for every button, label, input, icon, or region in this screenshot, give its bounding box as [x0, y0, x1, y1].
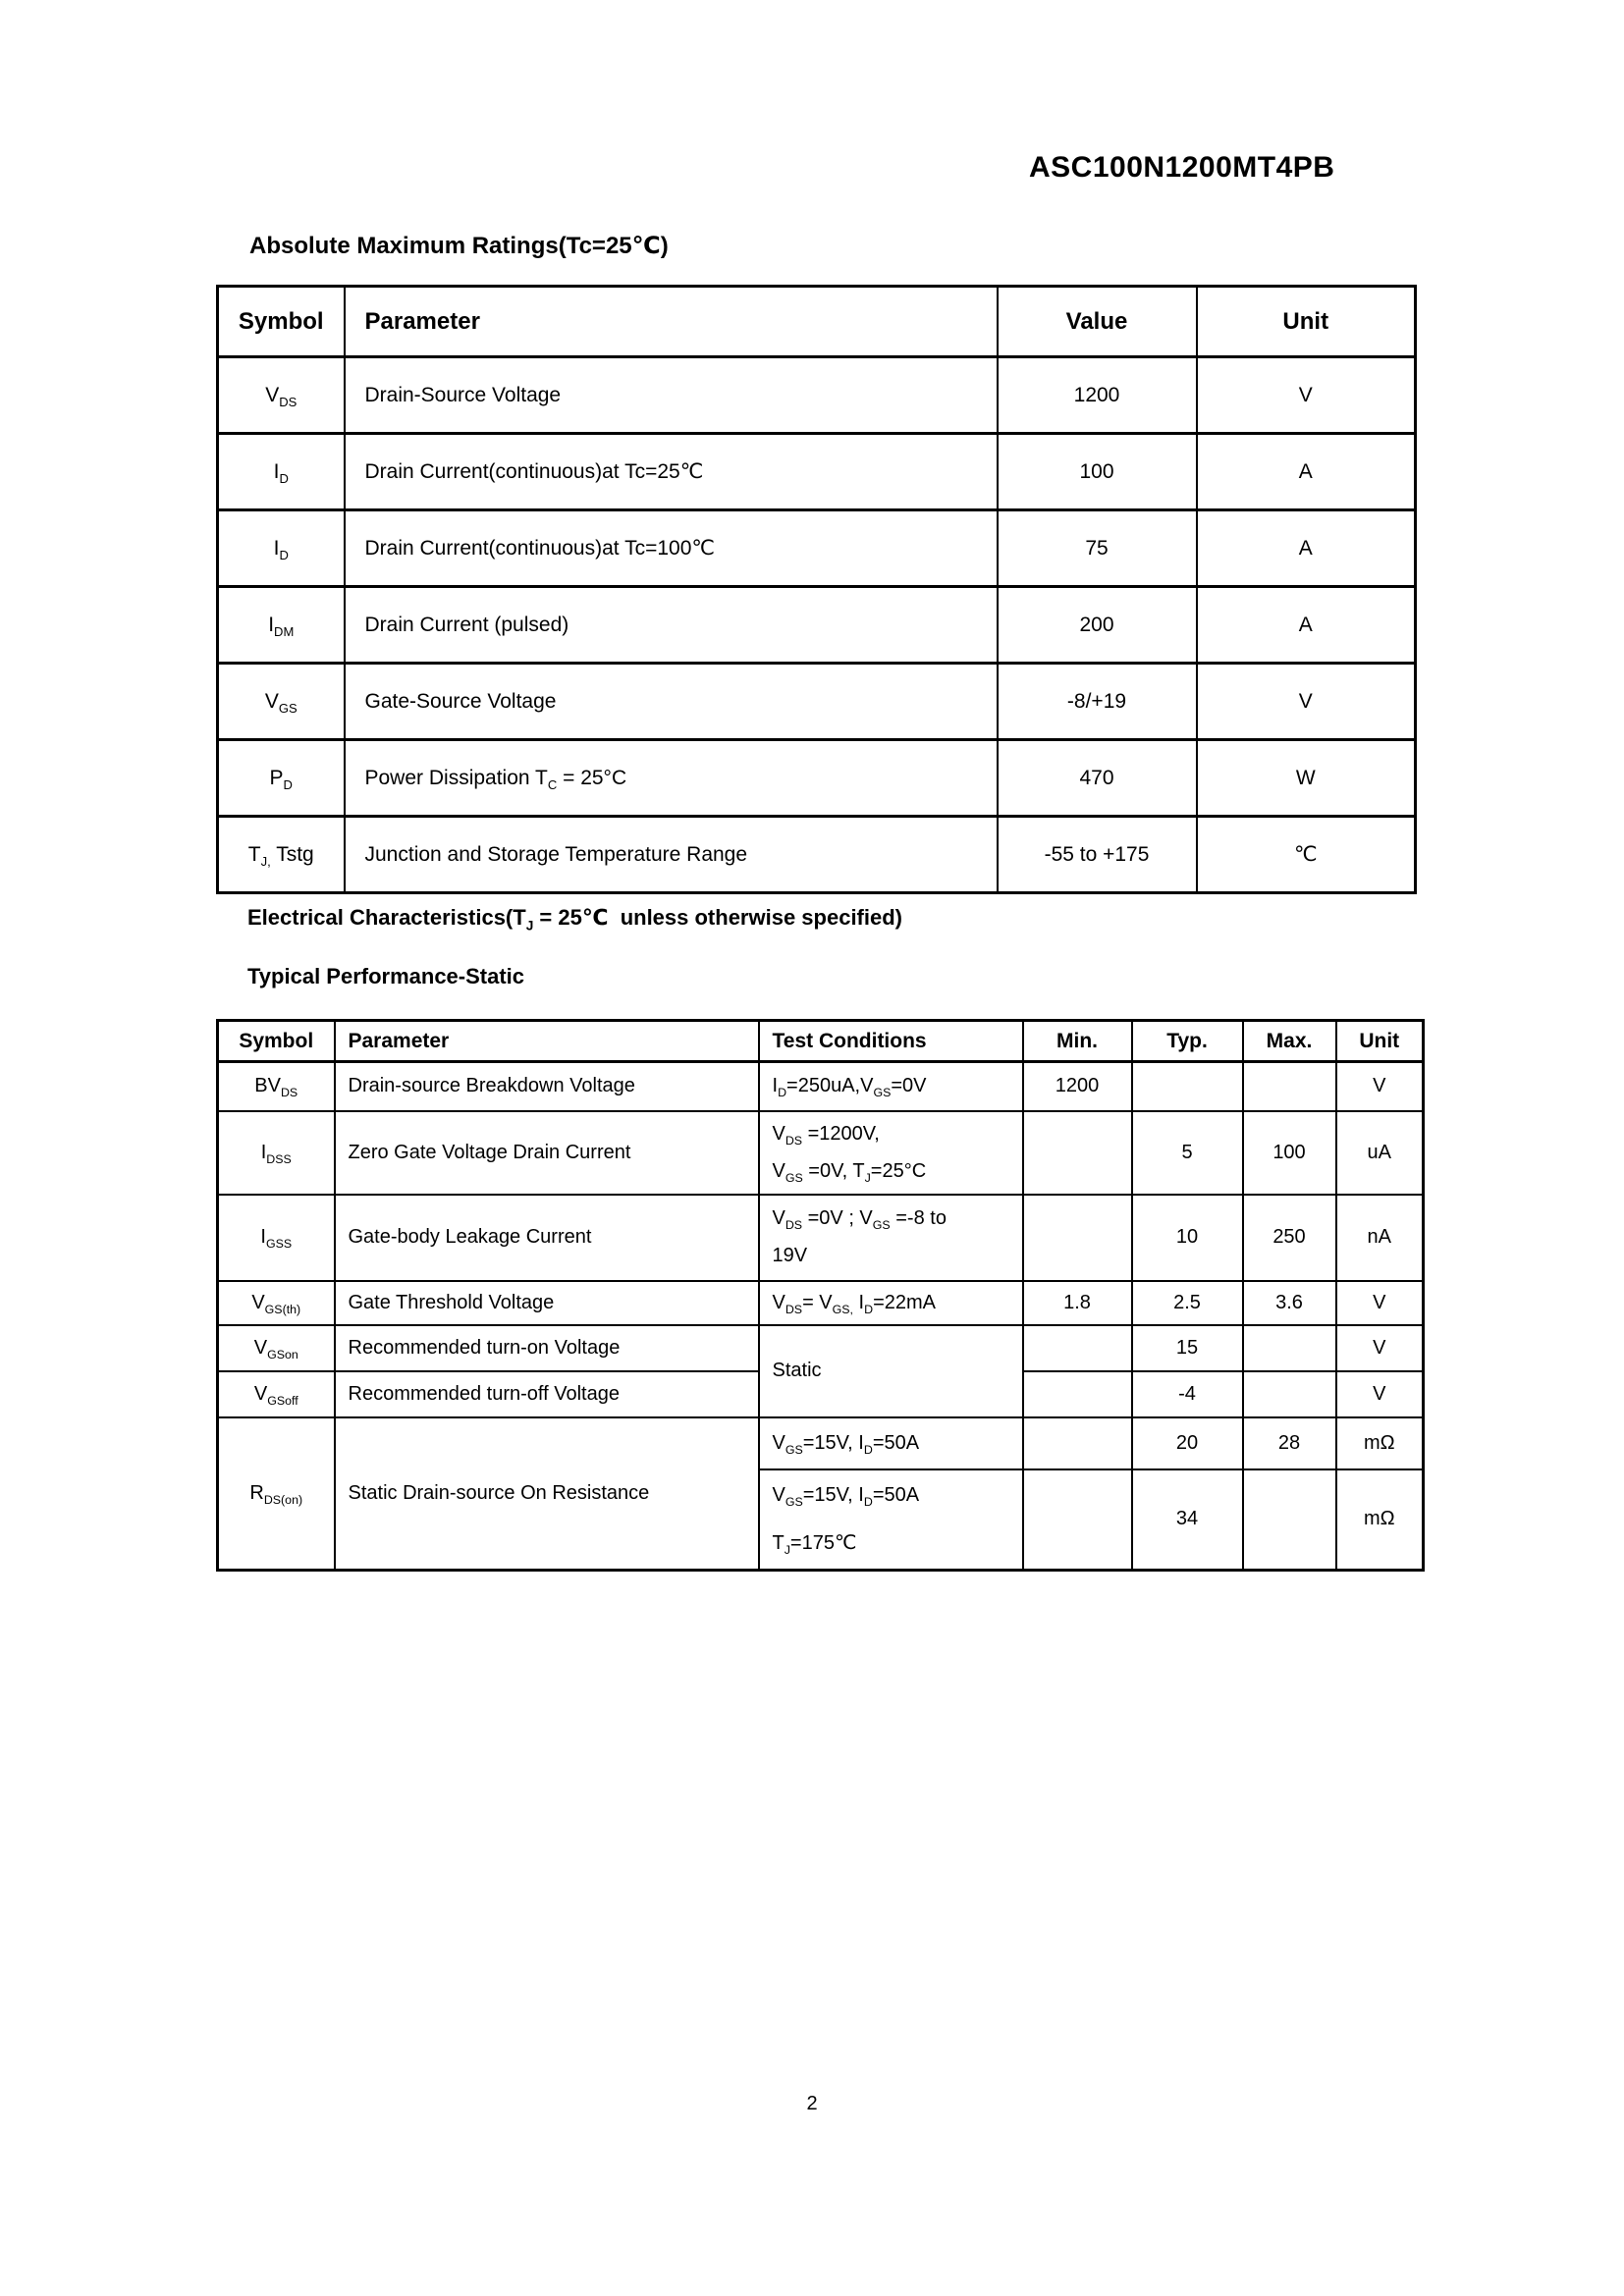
table-row — [218, 510, 1416, 587]
test-conditions-cell — [759, 1417, 1023, 1469]
min-cell — [1023, 1417, 1132, 1469]
unit-cell: V — [1197, 357, 1416, 434]
test-conditions-line: $V_{DS} =0V$ ; $V_{GS} =-8$ to — [772, 1207, 947, 1232]
unit-cell: ℃ — [1197, 817, 1416, 893]
unit-cell: V — [1336, 1371, 1424, 1417]
min-cell — [1023, 1111, 1132, 1195]
min-cell — [1023, 1371, 1132, 1417]
unit-cell: V — [1336, 1325, 1424, 1371]
typ-cell: 5 — [1132, 1111, 1243, 1195]
parameter-cell: Gate-Source Voltage — [345, 664, 998, 740]
test-conditions-cell: Static — [759, 1325, 1023, 1417]
unit-cell: W — [1197, 740, 1416, 817]
value-cell: 100 — [998, 434, 1197, 510]
max-cell — [1243, 1325, 1336, 1371]
max-cell: 100 — [1243, 1111, 1336, 1195]
symbol-cell: $R_{DS(on)}$ — [218, 1417, 335, 1571]
symbol-cell: $V_{DS}$ — [218, 357, 345, 434]
symbol-cell: $P_D$ — [218, 740, 345, 817]
table-row — [218, 1111, 1424, 1195]
min-cell: 1200 — [1023, 1062, 1132, 1111]
column-header-min: Min. — [1023, 1021, 1132, 1062]
max-cell — [1243, 1371, 1336, 1417]
unit-cell: V — [1336, 1062, 1424, 1111]
parameter-cell: Junction and Storage Temperature Range — [345, 817, 998, 893]
symbol-cell: $I_{GSS}$ — [218, 1195, 335, 1281]
typ-cell: 20 — [1132, 1417, 1243, 1469]
unit-cell: A — [1197, 587, 1416, 664]
symbol-cell: $I_{DM}$ — [218, 587, 345, 664]
symbol-cell: $T_{J,}$ Tstg — [218, 817, 345, 893]
parameter-cell: Drain-source Breakdown Voltage — [335, 1062, 759, 1111]
unit-cell: nA — [1336, 1195, 1424, 1281]
parameter-cell: Static Drain-source On Resistance — [335, 1417, 759, 1571]
parameter-cell: Drain Current(continuous)at Tc=100℃ — [345, 510, 998, 587]
parameter-cell: Recommended turn-off Voltage — [335, 1371, 759, 1417]
table-row — [218, 1062, 1424, 1111]
parameter-cell: Drain-Source Voltage — [345, 357, 998, 434]
max-cell: 28 — [1243, 1417, 1336, 1469]
column-header-max: Max. — [1243, 1021, 1336, 1062]
table-header-row — [218, 287, 1416, 357]
value-cell: 470 — [998, 740, 1197, 817]
test-conditions-line: $V_{DS} =1200V$, — [772, 1122, 880, 1148]
table-row — [218, 740, 1416, 817]
unit-cell: mΩ — [1336, 1417, 1424, 1469]
column-header-value: Value — [998, 287, 1197, 357]
max-cell: 3.6 — [1243, 1281, 1336, 1325]
column-header-parameter: Parameter — [345, 287, 998, 357]
symbol-cell: $V_{GS(th)}$ — [218, 1281, 335, 1325]
typical-performance-static-table — [216, 1019, 1425, 1572]
min-cell: 1.8 — [1023, 1281, 1132, 1325]
test-conditions-line: 19V — [772, 1245, 808, 1266]
column-header-unit: Unit — [1197, 287, 1416, 357]
max-cell — [1243, 1469, 1336, 1571]
parameter-cell: Gate Threshold Voltage — [335, 1281, 759, 1325]
heading-typical-performance-static: Typical Performance-Static — [247, 964, 525, 988]
value-cell: 1200 — [998, 357, 1197, 434]
typ-cell: 10 — [1132, 1195, 1243, 1281]
test-conditions-cell — [759, 1281, 1023, 1325]
value-cell: 200 — [998, 587, 1197, 664]
test-conditions-line: $V_{GS}=15V$, $I_D=50A$ — [772, 1483, 920, 1509]
test-conditions-line: $T_J=175℃$ — [772, 1531, 857, 1557]
column-header-test-conditions: Test Conditions — [759, 1021, 1023, 1062]
heading-absolute-maximum-ratings: Absolute Maximum Ratings(Tc=25℃) — [249, 233, 669, 259]
table-row — [218, 1195, 1424, 1281]
typ-cell: 34 — [1132, 1469, 1243, 1571]
test-conditions-cell — [759, 1111, 1023, 1195]
absolute-maximum-ratings-table — [216, 285, 1417, 894]
heading-electrical-characteristics: Electrical $Characteristics(T_J$ = 25℃ unless otherwise specified) — [247, 905, 902, 934]
parameter-cell: Power Dissipation $T_C = 25^\circ C$ — [345, 740, 998, 817]
table-row — [218, 664, 1416, 740]
page-number: 2 — [806, 2093, 818, 2114]
parameter-cell: Drain Current (pulsed) — [345, 587, 998, 664]
column-header-unit: Unit — [1336, 1021, 1424, 1062]
table-row — [218, 1417, 1424, 1469]
table-row — [218, 817, 1416, 893]
symbol-cell: $V_{GS}$ — [218, 664, 345, 740]
test-conditions-cell — [759, 1062, 1023, 1111]
symbol-cell: $I_D$ — [218, 510, 345, 587]
test-conditions-line: $V_{GS}=15V$, $I_D=50A$ — [772, 1431, 920, 1457]
unit-cell: uA — [1336, 1111, 1424, 1195]
column-header-symbol: Symbol — [218, 1021, 335, 1062]
test-conditions-cell — [759, 1469, 1023, 1571]
column-header-typ: Typ. — [1132, 1021, 1243, 1062]
symbol-cell: $V_{GSoff}$ — [218, 1371, 335, 1417]
table-row — [218, 1281, 1424, 1325]
typ-cell — [1132, 1062, 1243, 1111]
unit-cell: A — [1197, 434, 1416, 510]
document-title: ASC100N1200MT4PB — [1029, 151, 1335, 184]
table-row — [218, 1325, 1424, 1371]
unit-cell: V — [1336, 1281, 1424, 1325]
parameter-cell: Drain Current(continuous)at Tc=25℃ — [345, 434, 998, 510]
parameter-cell: Zero Gate Voltage Drain Current — [335, 1111, 759, 1195]
typ-cell: -4 — [1132, 1371, 1243, 1417]
table-row — [218, 434, 1416, 510]
test-conditions-line: $V_{GS} =0V$, $T_J=25^\circ C$ — [772, 1159, 927, 1185]
value-cell: -8/+19 — [998, 664, 1197, 740]
typ-cell: 15 — [1132, 1325, 1243, 1371]
unit-cell: mΩ — [1336, 1469, 1424, 1571]
value-cell: -55 to +175 — [998, 817, 1197, 893]
unit-cell: A — [1197, 510, 1416, 587]
symbol-cell: $V_{GSon}$ — [218, 1325, 335, 1371]
table-row — [218, 357, 1416, 434]
max-cell — [1243, 1062, 1336, 1111]
test-conditions-line: $V_{DS}= V_{GS,}$ $I_D=22mA$ — [772, 1291, 937, 1316]
min-cell — [1023, 1469, 1132, 1571]
min-cell — [1023, 1325, 1132, 1371]
symbol-cell: $I_D$ — [218, 434, 345, 510]
test-conditions-line: $I_D=250uA,V_{GS}=0V$ — [772, 1075, 927, 1100]
parameter-cell: Gate-body Leakage Current — [335, 1195, 759, 1281]
typ-cell: 2.5 — [1132, 1281, 1243, 1325]
max-cell: 250 — [1243, 1195, 1336, 1281]
parameter-cell: Recommended turn-on Voltage — [335, 1325, 759, 1371]
value-cell: 75 — [998, 510, 1197, 587]
test-conditions-cell — [759, 1195, 1023, 1281]
column-header-symbol: Symbol — [218, 287, 345, 357]
symbol-cell: $BV_{DS}$ — [218, 1062, 335, 1111]
table-header-row — [218, 1021, 1424, 1062]
symbol-cell: $I_{DSS}$ — [218, 1111, 335, 1195]
column-header-parameter: Parameter — [335, 1021, 759, 1062]
unit-cell: V — [1197, 664, 1416, 740]
table-row — [218, 587, 1416, 664]
min-cell — [1023, 1195, 1132, 1281]
